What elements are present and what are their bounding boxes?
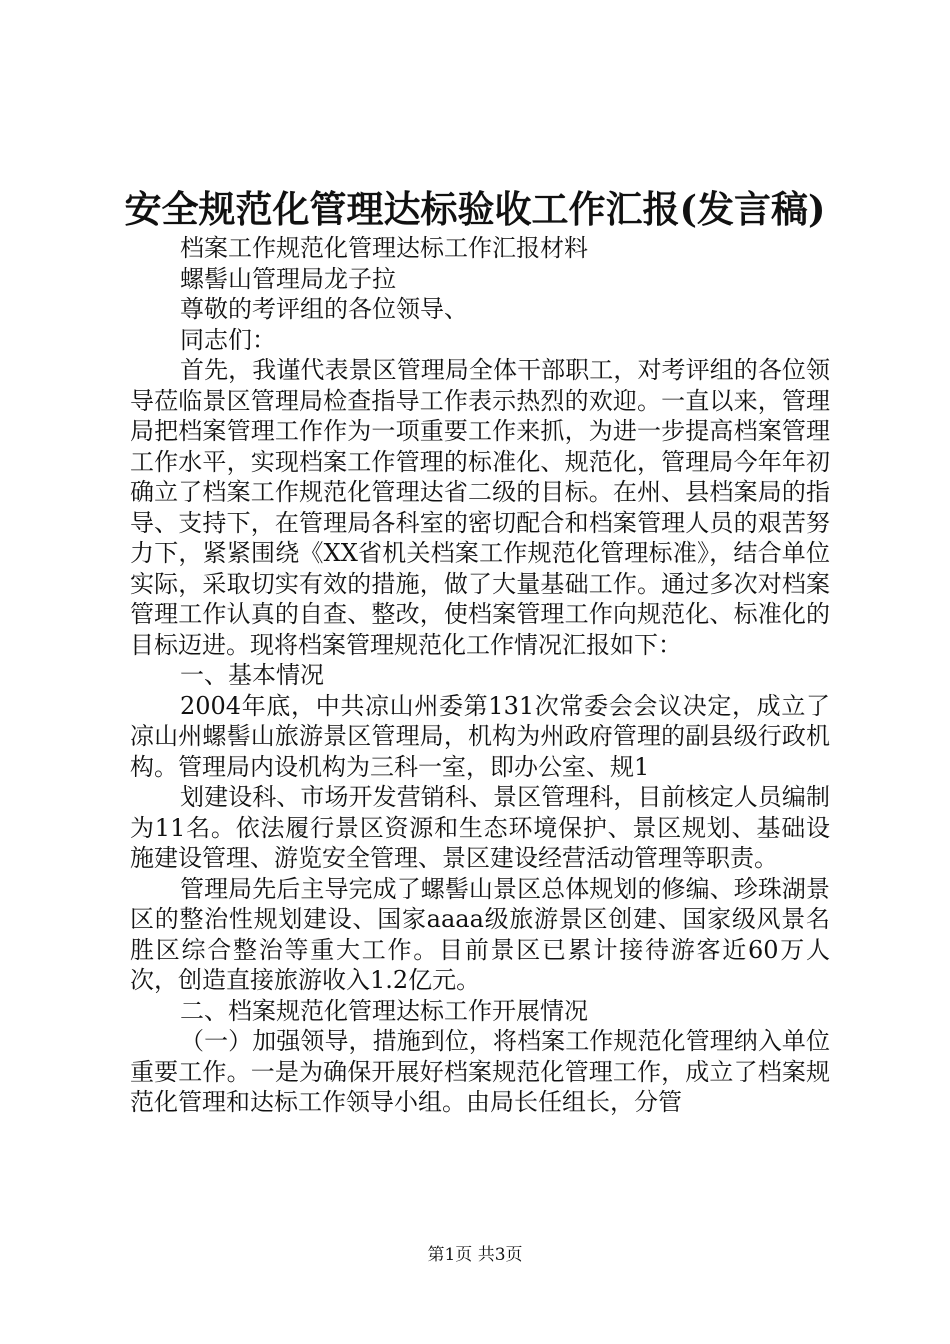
paragraph-salutation-2: 同志们： [180, 325, 276, 354]
paragraph-basic-1: 2004年底，中共凉山州委第131次常委会会议决定，成立了凉山州螺髻山旅游景区管理局，机构为州政府管理的副县级行政机构。管理局内设机构为三科一室，即办公室、规1 [130, 691, 830, 781]
paragraph-subtitle: 档案工作规范化管理达标工作汇报材料 [180, 234, 588, 262]
page-footer: 第1页 共3页 [427, 1245, 523, 1265]
document-body [130, 233, 830, 1118]
paragraph-author: 螺髻山管理局龙子拉 [180, 264, 396, 293]
section-heading-basic: 一、基本情况 [180, 661, 324, 689]
paragraph-basic-3: 管理局先后主导完成了螺髻山景区总体规划的修编、珍珠湖景区的整治性规划建设、国家aaaa级旅游景区创建、国家级风景名胜区综合整治等重大工作。目前景区已累计接待游客近60万人次，创造直接旅游收入1.2亿元。 [130, 874, 830, 994]
paragraph-progress-1: （一）加强领导，措施到位，将档案工作规范化管理纳入单位重要工作。一是为确保开展好档案规范化管理工作，成立了档案规范化管理和达标工作领导小组。由局长任组长，分管 [130, 1027, 830, 1116]
paragraph-intro: 首先，我谨代表景区管理局全体干部职工，对考评组的各位领导莅临景区管理局检查指导工作表示热烈的欢迎。一直以来，管理局把档案管理工作作为一项重要工作来抓，为进一步提高档案管理工作水平，实现档案工作管理的标准化、规范化，管理局今年年初确立了档案工作规范化管理达省二级的目标。在州、县档案局的指导、支持下，在管理局各科室的密切配合和档案管理人员的艰苦努力下，紧紧围绕《XX省机关档案工作规范化管理标准》，结合单位实际，采取切实有效的措施，做了大量基础工作。通过多次对档案管理工作认真的自查、整改，使档案管理工作向规范化、标准化的目标迈进。现将档案管理规范化工作情况汇报如下： [130, 356, 830, 659]
document-title: 安全规范化管理达标验收工作汇报(发言稿) [124, 187, 826, 231]
section-heading-progress: 二、档案规范化管理达标工作开展情况 [180, 996, 588, 1025]
paragraph-salutation: 尊敬的考评组的各位领导、 [180, 295, 468, 323]
paragraph-basic-2: 划建设科、市场开发营销科、景区管理科，目前核定人员编制为11名。依法履行景区资源和生态环境保护、景区规划、基础设施建设管理、游览安全管理、景区建设经营活动管理等职责。 [130, 783, 830, 872]
